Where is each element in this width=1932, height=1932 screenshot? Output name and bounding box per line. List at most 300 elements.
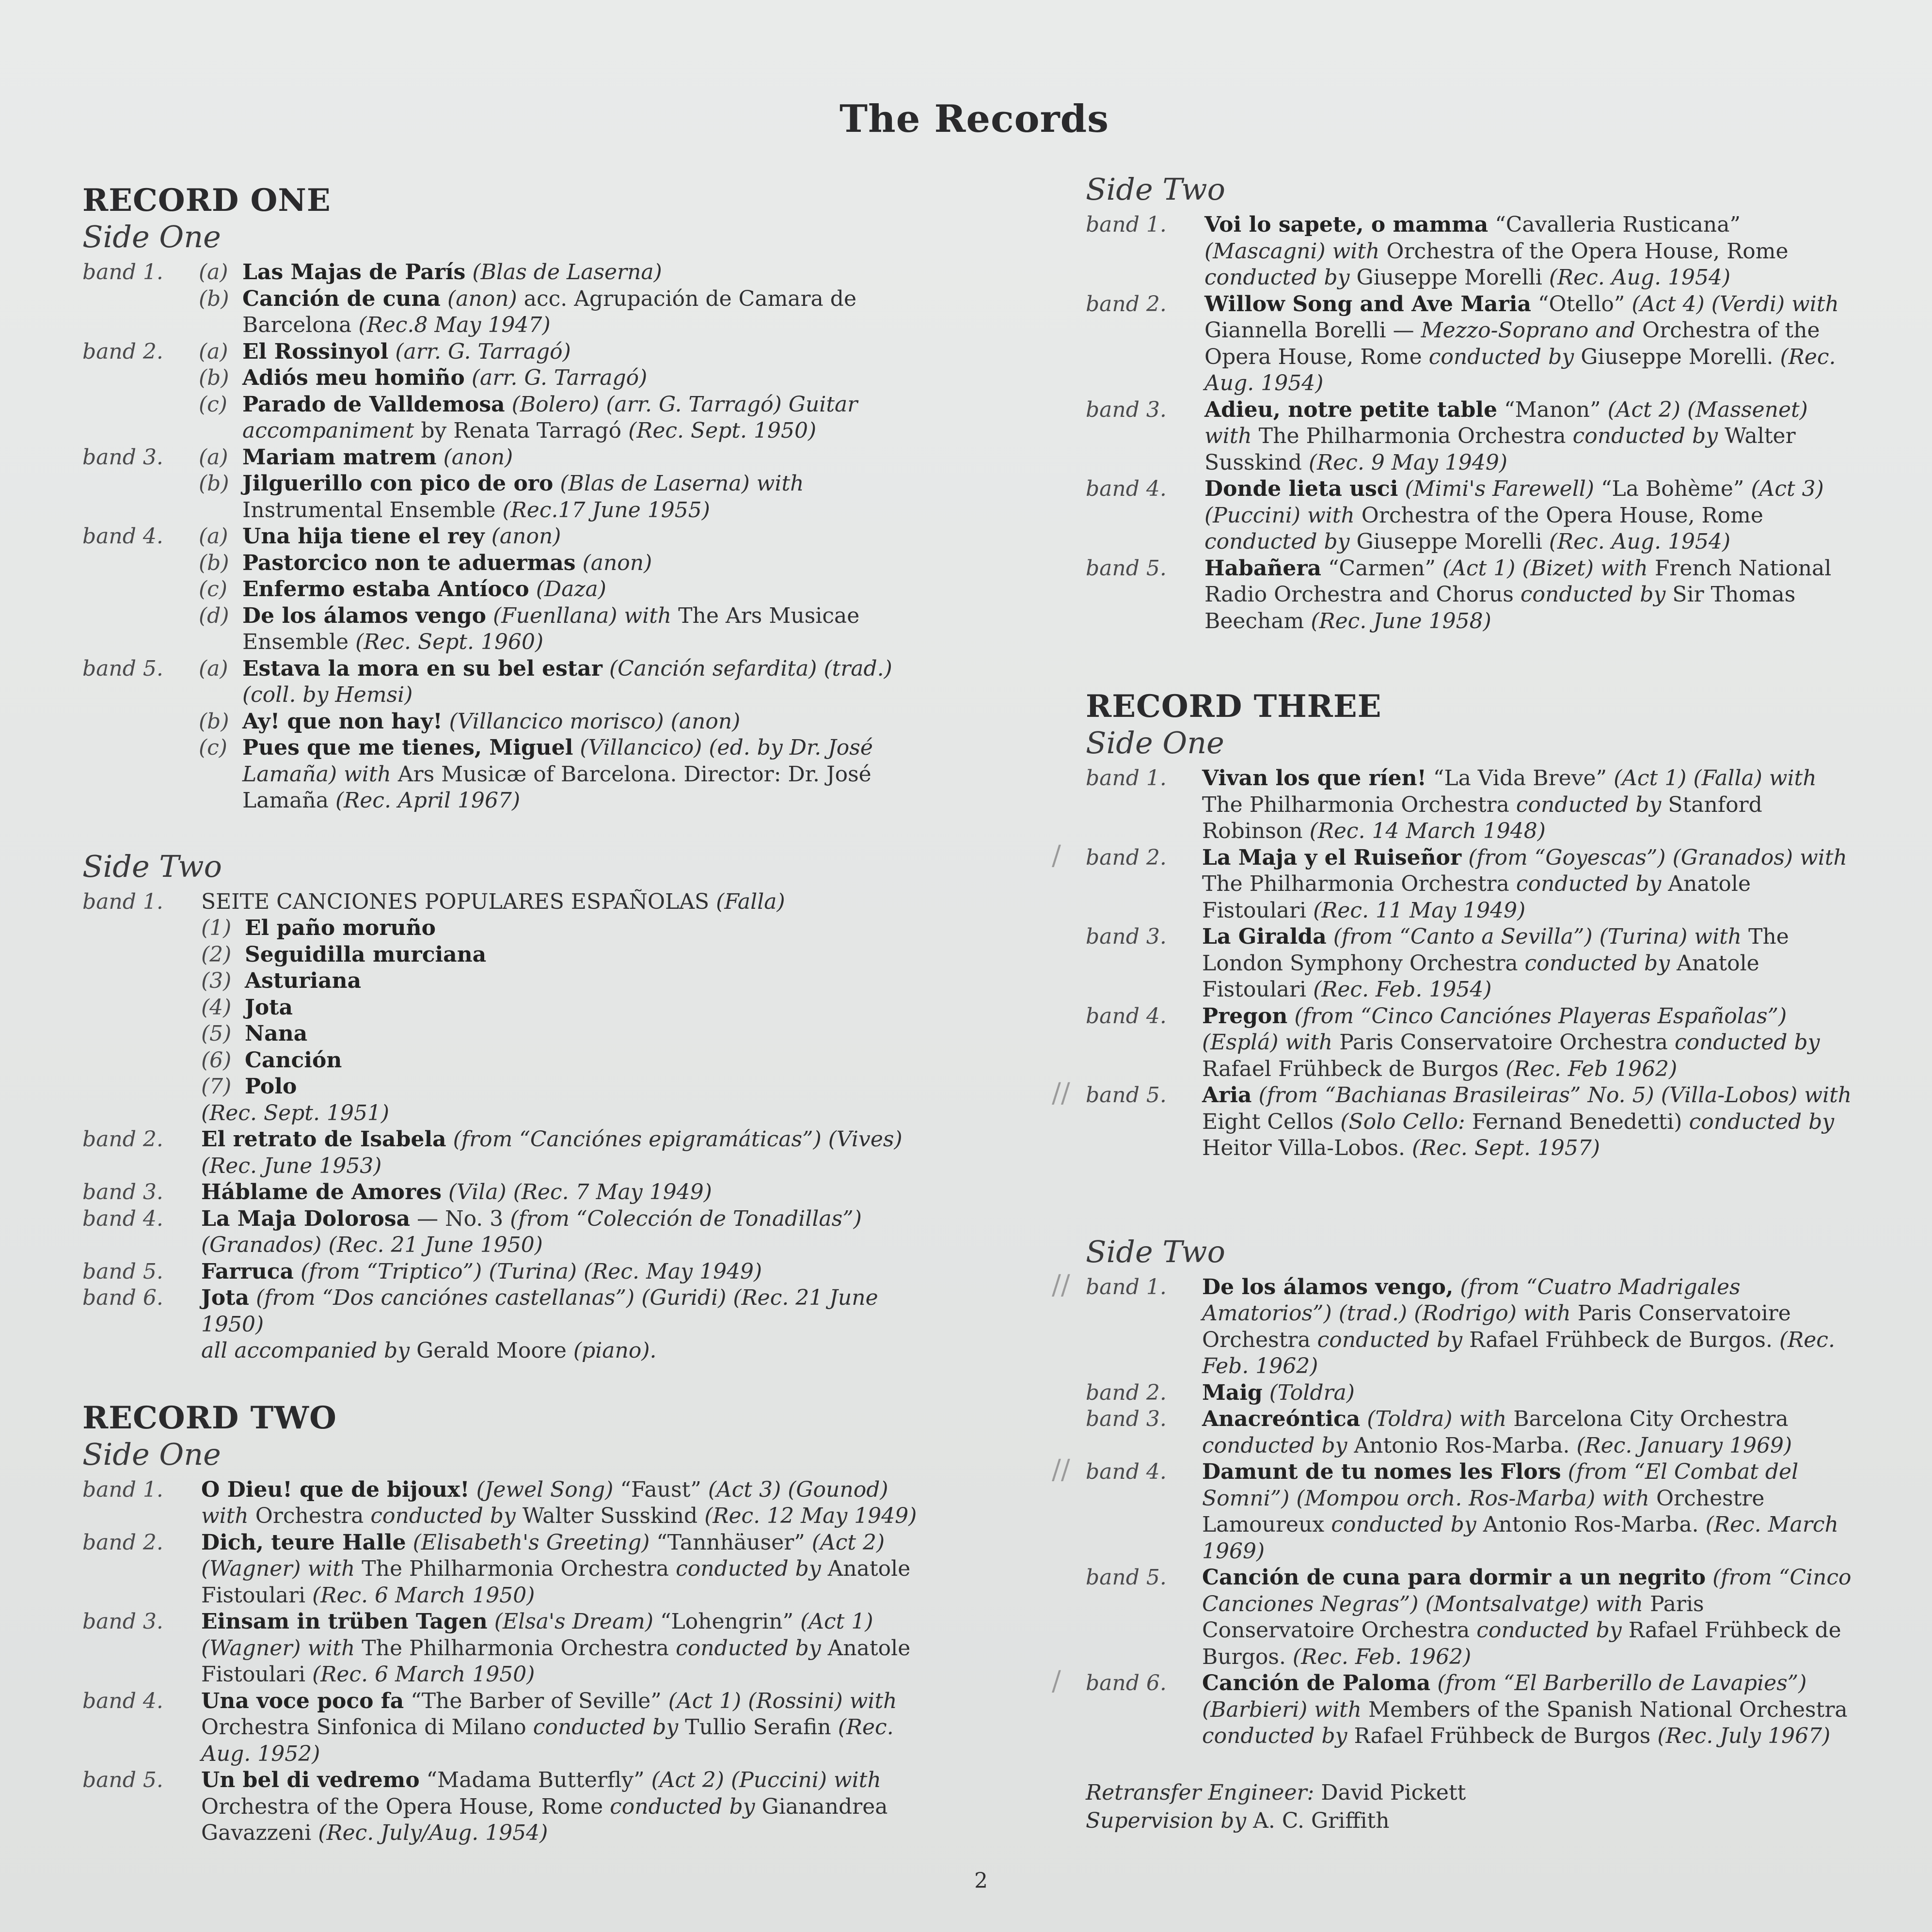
track-detail-italic: (Rec. Aug. 1954) <box>1542 529 1731 554</box>
track-detail-italic: (arr. G. Tarragó) <box>464 365 648 390</box>
track-title: Maig <box>1202 1380 1263 1405</box>
track-detail-italic: (Rec. Sept. 1960) <box>348 630 544 654</box>
track-entry <box>1202 1459 1861 1565</box>
track-detail-italic: (Rec. Aug. 1954) <box>1204 344 1836 396</box>
record-one-side-one <box>82 220 926 814</box>
band-number: band 3. <box>1086 397 1167 422</box>
track-detail-italic: (Jewel Song) <box>469 1477 614 1502</box>
track-detail: Paris Conservatoire Orchestra <box>1332 1030 1668 1055</box>
track-entry <box>201 889 926 916</box>
track-detail-italic: (Act 1) (Falla) with <box>1607 766 1817 791</box>
track-detail-italic: (Act 3) (Puccini) with <box>1204 476 1824 528</box>
track-entry <box>199 523 926 550</box>
track-detail-italic: (Rec. 6 March 1950) <box>305 1662 535 1687</box>
track-title: Ay! que non hay! <box>242 709 443 734</box>
track-detail-italic: conducted by <box>1509 792 1662 817</box>
track-detail: Orchestra Sinfonica di Milano <box>201 1715 526 1740</box>
track-entry <box>201 1021 926 1047</box>
track-detail-italic: conducted by <box>1202 1724 1347 1748</box>
track-detail-italic: (Rec. June 1958) <box>1304 608 1491 633</box>
track-detail-italic: (Act 1) (Bizet) with <box>1436 555 1648 581</box>
track-entry <box>199 550 926 577</box>
track-entry <box>201 968 926 995</box>
track-detail-italic: (Rec. 14 March 1948) <box>1302 819 1546 843</box>
track-detail: The Philharmonia Orchestra <box>1202 792 1509 817</box>
track-detail: The Ars Musicae Ensemble <box>242 603 860 654</box>
track-detail: Paris Conservatoire Orchestra <box>1202 1591 1704 1643</box>
track-letter: (c) <box>199 392 227 417</box>
track-entry <box>1202 1670 1861 1750</box>
credit-line <box>1086 1807 1861 1835</box>
track-detail-italic: (Blas de Laserna) <box>465 260 662 285</box>
track-letter: (a) <box>199 444 228 470</box>
track-detail-italic: conducted by <box>603 1794 755 1819</box>
band-number: band 5. <box>1086 555 1167 581</box>
track-detail: The Philharmonia Orchestra <box>355 1556 669 1581</box>
track-detail-italic: conducted by <box>1422 344 1574 369</box>
track-entry <box>1204 476 1861 555</box>
track-title: Canción de cuna <box>242 286 441 311</box>
track-band <box>1052 1665 1861 1750</box>
track-letter: (5) <box>201 1021 232 1046</box>
track-detail-italic: (from “Dos canciónes castellanas”) (Guridi) (Rec. 21 June 1950) <box>201 1285 878 1337</box>
track-band <box>1086 212 1861 291</box>
track-title: Habañera <box>1204 555 1322 581</box>
track-detail: French National Radio Orchestra and Chorus <box>1204 555 1832 607</box>
band-number: band 2. <box>82 1530 163 1555</box>
track-band <box>1086 1380 1861 1407</box>
track-band <box>82 1259 926 1285</box>
track-title: Pregon <box>1202 1003 1288 1029</box>
side-heading: Side One <box>1086 725 1224 760</box>
track-letter: (1) <box>201 916 232 940</box>
track-entry <box>201 1179 926 1206</box>
track-title: Mariam matrem <box>242 444 437 470</box>
track-entry <box>1204 555 1861 635</box>
band-number: band 3. <box>1086 1407 1167 1431</box>
track-detail: “Tannhäuser” <box>649 1530 805 1555</box>
credit-role: Retransfer Engineer: <box>1086 1780 1314 1805</box>
track-detail-italic: all accompanied by <box>201 1338 410 1363</box>
track-letter: (3) <box>201 968 232 993</box>
track-detail-italic: (Rec. 12 May 1949) <box>697 1504 917 1528</box>
track-title: Pastorcico non te aduermas <box>242 550 576 575</box>
track-letter: (2) <box>201 942 232 967</box>
band-number: band 1. <box>82 1477 163 1502</box>
track-entry <box>199 603 926 656</box>
band-number: band 5. <box>1086 1083 1167 1108</box>
track-band <box>1086 1003 1861 1083</box>
track-detail: Fernand Benedetti) <box>1465 1109 1682 1134</box>
track-detail-italic: (Villancico) (ed. by Dr. José Lamaña) with <box>242 735 873 787</box>
track-detail: SEITE CANCIONES POPULARES ESPAÑOLAS <box>201 889 710 914</box>
track-entry <box>1204 212 1861 291</box>
track-entry <box>201 1338 926 1364</box>
record-one-side-two <box>82 849 926 1364</box>
track-detail-italic: (Rec. Feb. 1962) <box>1285 1644 1472 1669</box>
track-entry <box>1202 924 1861 1003</box>
track-title: Las Majas de París <box>242 260 466 285</box>
track-detail-italic: (arr. G. Tarragó) <box>388 339 571 364</box>
track-detail: Anatole Fistoulari <box>1202 871 1751 923</box>
track-detail: Giuseppe Morelli <box>1349 265 1542 290</box>
track-band <box>82 889 926 1127</box>
track-title: Seguidilla murciana <box>245 942 487 967</box>
track-letter: (6) <box>201 1047 232 1073</box>
track-letter: (d) <box>199 603 229 628</box>
track-detail-italic: (anon) <box>436 444 513 470</box>
track-entry <box>1202 1274 1861 1380</box>
track-title: Canción de Paloma <box>1202 1671 1431 1695</box>
band-number: band 4. <box>82 1206 163 1231</box>
track-letter: (b) <box>199 709 229 734</box>
track-title: Farruca <box>201 1259 294 1284</box>
track-detail-italic: (from “Triptico”) (Turina) (Rec. May 1949) <box>294 1259 762 1284</box>
track-band <box>1086 291 1861 397</box>
track-detail: Eight Cellos <box>1202 1109 1334 1134</box>
track-band <box>82 1530 926 1609</box>
track-detail-italic: (from “Cinco Canciones Negras”) (Montsalvatge) with <box>1202 1565 1852 1616</box>
track-detail: Walter Susskind <box>515 1504 698 1528</box>
track-band <box>82 1206 926 1259</box>
track-detail-italic: (from “Cinco Canciónes Playeras Españolas”) (Esplá) with <box>1202 1003 1787 1055</box>
track-detail: Rafael Frühbeck de Burgos <box>1202 1056 1499 1081</box>
band-list <box>1052 1269 1861 1750</box>
track-detail: Anatole Fistoulari <box>201 1556 911 1608</box>
track-detail-italic: (Act 2) (Massenet) with <box>1204 397 1808 448</box>
band-number: band 5. <box>82 1768 163 1792</box>
band-number: band 1. <box>82 889 163 914</box>
track-detail-italic: (anon) <box>575 550 652 575</box>
track-detail: Rafael Frühbeck de Burgos <box>1347 1724 1651 1748</box>
band-number: band 5. <box>82 1259 163 1284</box>
track-detail-italic: Mezzo-Soprano and <box>1414 318 1636 343</box>
track-detail-italic: (Rec. 11 May 1949) <box>1306 898 1526 923</box>
track-band <box>82 656 926 814</box>
track-title: De los álamos vengo <box>242 603 487 628</box>
credits <box>1086 1779 1861 1835</box>
credit-name: A. C. Griffith <box>1253 1808 1390 1833</box>
track-detail-italic: (Daza) <box>529 577 606 602</box>
track-entry <box>201 1285 926 1338</box>
track-title: Canción <box>245 1047 342 1073</box>
track-entry <box>201 1126 926 1179</box>
track-title: Parado de Valldemosa <box>242 392 505 417</box>
band-list <box>82 1477 926 1847</box>
track-detail: Rafael Frühbeck de Burgos. <box>1462 1327 1773 1352</box>
side-heading: Side One <box>82 1436 221 1472</box>
track-detail-italic: (Rec. Feb 1962) <box>1498 1056 1678 1081</box>
track-entry <box>201 1609 926 1688</box>
pen-tick-mark: // <box>1052 1454 1070 1486</box>
track-detail: Giuseppe Morelli. <box>1574 344 1774 369</box>
side-heading: Side One <box>82 219 221 254</box>
track-entry <box>201 1767 926 1847</box>
pen-tick-mark: // <box>1052 1077 1070 1109</box>
track-detail: Barcelona City Orchestra <box>1506 1407 1789 1431</box>
band-number: band 1. <box>1086 766 1167 791</box>
track-detail-italic: (from “Cuatro Madrigales Amatorios”) (trad.) (Rodrigo) with <box>1202 1274 1741 1326</box>
band-number: band 4. <box>82 1688 163 1713</box>
track-band <box>82 259 926 339</box>
record-two-side-two <box>1086 172 1861 634</box>
track-title: Asturiana <box>245 968 362 993</box>
track-entry <box>201 995 926 1021</box>
track-detail: The London Symphony Orchestra <box>1202 924 1789 976</box>
track-entry <box>201 1530 926 1609</box>
band-number: band 6. <box>82 1285 163 1310</box>
track-entry <box>201 1688 926 1768</box>
track-title: La Maja Dolorosa <box>201 1206 411 1231</box>
track-detail: Orchestra <box>248 1504 364 1528</box>
track-detail-italic: (Falla) <box>709 889 785 914</box>
track-detail: Anatole Fistoulari <box>201 1635 911 1687</box>
record-heading: RECORD TWO <box>82 1399 337 1436</box>
track-detail: Orchestre Lamoureux <box>1202 1486 1765 1537</box>
track-detail: Gianandrea Gavazzeni <box>201 1794 888 1845</box>
track-detail-italic: conducted by <box>1667 1030 1820 1055</box>
track-detail-italic: (Rec. July/Aug. 1954) <box>311 1821 548 1845</box>
track-detail: Ars Musicæ of Barcelona. Director: Dr. José Lamaña <box>242 761 871 813</box>
track-detail-italic: conducted by <box>1324 1512 1476 1537</box>
band-number: band 3. <box>82 1180 163 1204</box>
track-entry <box>1202 1406 1861 1459</box>
track-detail: Instrumental Ensemble <box>242 497 496 523</box>
track-detail-italic: (Vila) (Rec. 7 May 1949) <box>442 1180 712 1204</box>
band-number: band 2. <box>82 339 163 364</box>
track-band <box>82 1126 926 1179</box>
track-detail-italic: (Act 2) (Wagner) with <box>201 1530 885 1581</box>
track-title: Willow Song and Ave Maria <box>1204 291 1531 317</box>
track-detail-italic: (from “Canto a Sevilla”) (Turina) with <box>1326 924 1742 949</box>
track-detail: Antonio Ros-Marba. <box>1476 1512 1699 1537</box>
track-detail-italic: (Solo Cello: <box>1333 1109 1465 1134</box>
track-title: Einsam in trüben Tagen <box>201 1609 488 1634</box>
track-detail: acc. Agrupación de Camara de Barcelona <box>242 286 856 337</box>
track-detail: “Manon” <box>1497 397 1601 422</box>
band-number: band 3. <box>82 1609 163 1634</box>
track-entry <box>1202 1082 1861 1162</box>
band-number: band 4. <box>1086 476 1167 501</box>
track-title: Adieu, notre petite table <box>1204 397 1498 422</box>
track-title: Adiós meu homiño <box>242 365 465 390</box>
track-detail-italic: (Mimi's Farewell) <box>1398 476 1595 501</box>
track-entry <box>199 471 926 523</box>
track-detail-italic: (Rec. Feb. 1962) <box>1202 1327 1835 1378</box>
track-detail-italic: (from “El Barberillo de Lavapies”) (Barbieri) with <box>1202 1671 1807 1722</box>
track-title: Aria <box>1202 1083 1252 1108</box>
band-number: band 3. <box>1086 924 1167 949</box>
track-title: Pues que me tienes, Miguel <box>242 735 573 760</box>
track-detail-italic: conducted by <box>364 1504 516 1528</box>
track-title: Un bel di vedremo <box>201 1768 420 1792</box>
track-detail-italic: conducted by <box>526 1715 679 1740</box>
track-letter: (c) <box>199 577 227 602</box>
track-letter: (b) <box>199 471 229 496</box>
track-detail: Rafael Frühbeck de Burgos. <box>1202 1618 1841 1669</box>
track-band <box>1086 1565 1861 1670</box>
track-detail: “Carmen” <box>1321 555 1436 581</box>
track-detail: Stanford Robinson <box>1202 792 1762 843</box>
track-title: Damunt de tu nomes les Flors <box>1202 1459 1561 1484</box>
track-entry <box>199 656 926 709</box>
track-title: Donde lieta usci <box>1204 476 1398 501</box>
band-number: band 2. <box>1086 291 1167 317</box>
track-detail: “Madama Butterfly” <box>419 1768 645 1792</box>
band-number: band 1. <box>82 260 163 285</box>
track-detail: Members of the Spanish National Orchestra <box>1362 1697 1848 1722</box>
track-entry <box>201 1259 926 1285</box>
record-two <box>82 1399 926 1847</box>
track-detail: Walter Susskind <box>1204 424 1796 475</box>
record-two-side-one <box>82 1437 926 1847</box>
track-detail-italic: (Canción sefardita) (trad.) (coll. by Hemsi) <box>242 656 892 707</box>
track-band <box>1086 765 1861 845</box>
track-detail-italic: (Elsa's Dream) <box>487 1609 654 1634</box>
track-detail-italic: conducted by <box>1470 1618 1622 1643</box>
track-entry <box>199 576 926 603</box>
track-detail: Orchestra of the Opera House, Rome <box>1204 318 1820 369</box>
band-number: band 6. <box>1086 1671 1167 1695</box>
track-title: Jota <box>201 1285 249 1310</box>
track-letter: (4) <box>201 995 232 1020</box>
track-detail: The Philharmonia Orchestra <box>355 1635 669 1661</box>
track-detail-italic: (Villancico morisco) (anon) <box>442 709 741 734</box>
track-detail: “Faust” <box>613 1477 701 1502</box>
track-entry <box>199 392 926 444</box>
track-entry <box>201 1047 926 1074</box>
pen-tick-mark: / <box>1052 839 1061 871</box>
track-detail-italic: (Act 1) (Wagner) with <box>201 1609 873 1661</box>
track-entry <box>199 444 926 471</box>
track-title: Una hija tiene el rey <box>242 524 485 549</box>
track-detail-italic: conducted by <box>1204 265 1350 290</box>
page-title: The Records <box>839 97 1109 141</box>
band-number: band 4. <box>1086 1003 1167 1029</box>
track-entry <box>199 735 926 814</box>
track-band <box>1086 1406 1861 1459</box>
track-letter: (a) <box>199 260 228 285</box>
track-entry <box>201 915 926 942</box>
track-title: Enfermo estaba Antíoco <box>242 577 529 602</box>
track-entry <box>1204 291 1861 397</box>
band-number: band 4. <box>82 524 163 549</box>
track-detail-italic: (Toldra) with <box>1360 1407 1507 1431</box>
track-band <box>82 1477 926 1530</box>
track-title: Canción de cuna para dormir a un negrito <box>1202 1565 1706 1590</box>
track-letter: (a) <box>199 656 228 681</box>
track-letter: (c) <box>199 735 227 760</box>
record-heading: RECORD ONE <box>82 182 331 219</box>
track-band <box>1052 1454 1861 1565</box>
track-detail: “La Vida Breve” <box>1426 766 1607 791</box>
side-heading: Side Two <box>1086 1234 1225 1269</box>
track-detail: by Renata Tarragó <box>414 418 622 443</box>
track-title: El retrato de Isabela <box>201 1127 446 1152</box>
track-detail-italic: (Blas de Laserna) with <box>553 471 804 496</box>
track-band <box>82 444 926 524</box>
band-number: band 2. <box>82 1127 163 1152</box>
record-heading: RECORD THREE <box>1086 688 1382 725</box>
band-number: band 1. <box>1086 1274 1167 1299</box>
band-number: band 1. <box>1086 212 1167 237</box>
track-title: O Dieu! que de bijoux! <box>201 1477 470 1502</box>
track-detail-italic: (Toldra) <box>1262 1380 1355 1405</box>
track-detail: Paris Conservatoire Orchestra <box>1202 1301 1791 1352</box>
track-detail: Tullio Serafin <box>678 1715 831 1740</box>
track-entry <box>1202 1380 1861 1407</box>
track-detail-italic: (Rec. 6 March 1950) <box>305 1583 535 1608</box>
track-title: Nana <box>245 1021 308 1046</box>
track-title: La Maja y el Ruiseñor <box>1202 845 1462 870</box>
band-list <box>82 259 926 814</box>
track-letter: (7) <box>201 1074 232 1099</box>
track-title: Estava la mora en su bel estar <box>242 656 602 681</box>
track-detail-italic: (Rec. March 1969) <box>1202 1512 1838 1564</box>
right-column <box>1052 172 1861 1835</box>
track-detail: “The Barber of Seville” <box>404 1688 662 1713</box>
record-three-side-two <box>1052 1234 1861 1750</box>
track-title: Vivan los que ríen! <box>1202 766 1426 791</box>
track-entry <box>199 339 926 365</box>
track-detail: “La Bohème” <box>1594 476 1744 501</box>
track-detail-italic: (Act 4) (Verdi) with <box>1625 291 1839 317</box>
track-title: Jota <box>245 995 293 1020</box>
side-heading: Side Two <box>1086 172 1225 207</box>
track-detail: Heitor Villa-Lobos. <box>1202 1136 1405 1160</box>
credit-role: Supervision by <box>1086 1808 1247 1833</box>
track-band <box>82 1179 926 1206</box>
track-title: De los álamos vengo, <box>1202 1274 1454 1299</box>
track-detail-italic: (Rec. January 1969) <box>1569 1433 1792 1458</box>
pen-tick-mark: / <box>1052 1665 1061 1697</box>
track-band <box>82 1285 926 1364</box>
track-band <box>1086 924 1861 1003</box>
track-detail-italic: conducted by <box>1509 871 1662 896</box>
track-band <box>82 1609 926 1688</box>
credit-line <box>1086 1779 1861 1807</box>
track-detail: The Philharmonia Orchestra <box>1202 871 1509 896</box>
track-band <box>1086 476 1861 555</box>
track-band <box>1086 555 1861 635</box>
band-number: band 3. <box>82 444 163 470</box>
track-detail-italic: (Rec. Aug. 1952) <box>201 1715 894 1766</box>
track-detail-italic: (from “Colección de Tonadillas”) (Granados) (Rec. 21 June 1950) <box>201 1206 862 1257</box>
band-number: band 4. <box>1086 1459 1167 1484</box>
track-letter: (a) <box>199 524 228 549</box>
track-detail-italic: conducted by <box>1513 582 1666 607</box>
track-entry <box>199 259 926 286</box>
track-detail-italic: (Mascagni) with <box>1204 238 1380 264</box>
track-detail-italic: conducted by <box>1682 1109 1835 1134</box>
track-entry <box>1202 845 1861 924</box>
track-detail-italic: (Rec. Sept. 1950) <box>621 418 817 443</box>
track-title: El paño moruño <box>245 916 436 940</box>
track-detail-italic: (from “Canciónes epigramáticas”) (Vives) (Rec. June 1953) <box>201 1127 903 1178</box>
band-list <box>1052 765 1861 1162</box>
track-detail-italic: conducted by <box>1204 529 1350 554</box>
track-entry <box>199 709 926 735</box>
track-title: Voi lo sapete, o mamma <box>1204 212 1489 237</box>
track-band <box>1086 397 1861 476</box>
track-detail: Giannella Borelli — <box>1204 318 1414 343</box>
track-band <box>1052 839 1861 924</box>
credit-name: David Pickett <box>1321 1780 1466 1805</box>
track-detail-italic: (Elisabeth's Greeting) <box>406 1530 650 1555</box>
pen-tick-mark: // <box>1052 1269 1070 1301</box>
track-detail-italic: conducted by <box>669 1635 821 1661</box>
record-three-side-one <box>1052 725 1861 1162</box>
